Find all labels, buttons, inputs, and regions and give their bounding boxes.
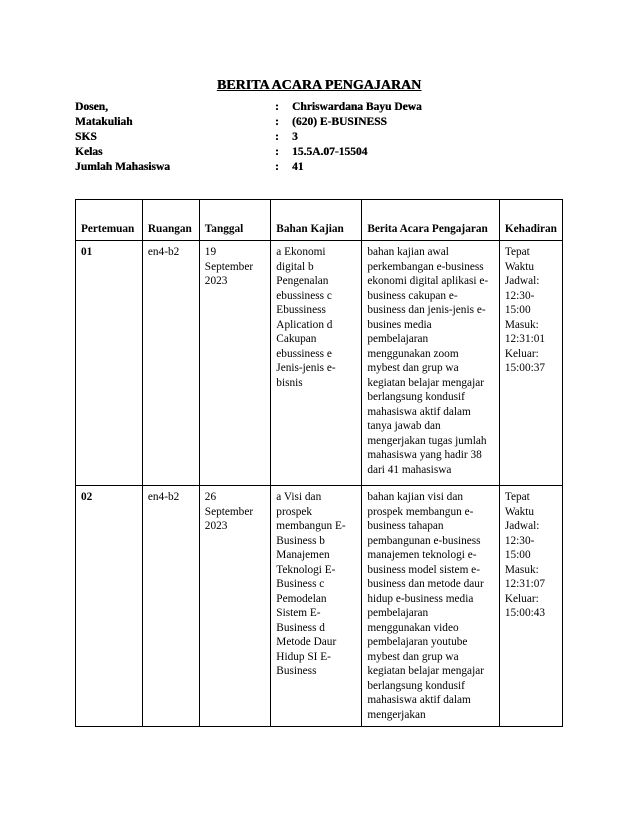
- info-colon: :: [275, 101, 279, 113]
- header-berita-acara: Berita Acara Pengajaran: [362, 200, 500, 241]
- cell-pertemuan: 01: [76, 241, 143, 486]
- info-label: SKS: [75, 131, 97, 143]
- cell-berita-acara: bahan kajian awal perkembangan e-business ekonomi digital aplikasi e-business cakupan e-business dan jenis-jenis e-busines media pembelajaran menggunakan zoom mybest dan grup wa kegiatan belajar mengajar berlangsung kondusif mahasiswa aktif dalam tanya jawab dan mengerjakan tugas jumlah mahasiswa yang hadir 38 dari 41 mahasiswa: [362, 241, 500, 486]
- table-row: [76, 241, 563, 486]
- info-colon: :: [275, 146, 279, 158]
- cell-bahan-kajian: a Ekonomi digital b Pengenalan ebussiness c Ebussiness Aplication d Cakupan ebussiness e Jenis-jenis e-bisnis: [271, 241, 362, 486]
- cell-tanggal: 19 September 2023: [199, 241, 271, 486]
- table-row: [76, 486, 563, 727]
- cell-kehadiran: Tepat Waktu Jadwal: 12:30-15:00 Masuk: 12:31:07 Keluar: 15:00:43: [499, 486, 562, 727]
- info-value: 3: [292, 131, 298, 143]
- header-pertemuan: Pertemuan: [76, 200, 143, 241]
- cell-bahan-kajian: a Visi dan prospek membangun E-Business b Manajemen Teknologi E-Business c Pemodelan Sistem E-Business d Metode Daur Hidup SI E-Business: [271, 486, 362, 727]
- course-info: [75, 100, 565, 175]
- table-header-row: [76, 200, 563, 241]
- info-row-matakuliah: [75, 115, 565, 130]
- attendance-table: [75, 199, 563, 727]
- header-kehadiran: Kehadiran: [499, 200, 562, 241]
- cell-kehadiran: Tepat Waktu Jadwal: 12:30-15:00 Masuk: 12:31:01 Keluar: 15:00:37: [499, 241, 562, 486]
- info-colon: :: [275, 116, 279, 128]
- cell-tanggal: 26 September 2023: [199, 486, 271, 727]
- info-label: Jumlah Mahasiswa: [75, 161, 170, 173]
- info-value: 41: [292, 161, 304, 173]
- info-colon: :: [275, 161, 279, 173]
- info-row-sks: [75, 130, 565, 145]
- header-tanggal: Tanggal: [199, 200, 271, 241]
- cell-ruangan: en4-b2: [142, 241, 199, 486]
- info-row-kelas: [75, 145, 565, 160]
- info-value: 15.5A.07-15504: [292, 146, 368, 158]
- info-label: Dosen,: [75, 101, 108, 113]
- document-title: BERITA ACARA PENGAJARAN: [216, 78, 422, 93]
- cell-berita-acara: bahan kajian visi dan prospek membangun e-business tahapan pembangunan e-business manajemen teknologi e-business model sistem e-business dan metode daur hidup e-business media pembelajaran menggunakan video pembelajaran youtube mybest dan grup wa kegiatan belajar mengajar berlangsung kondusif mahasiswa aktif dalam mengerjakan: [362, 486, 500, 727]
- info-colon: :: [275, 131, 279, 143]
- cell-pertemuan: 02: [76, 486, 143, 727]
- info-label: Matakuliah: [75, 116, 133, 128]
- info-row-jumlah-mahasiswa: [75, 160, 565, 175]
- info-value: (620) E-BUSINESS: [292, 116, 387, 128]
- cell-ruangan: en4-b2: [142, 486, 199, 727]
- info-label: Kelas: [75, 146, 103, 158]
- info-value: Chriswardana Bayu Dewa: [292, 101, 422, 113]
- header-bahan-kajian: Bahan Kajian: [271, 200, 362, 241]
- header-ruangan: Ruangan: [142, 200, 199, 241]
- info-row-dosen: [75, 100, 565, 115]
